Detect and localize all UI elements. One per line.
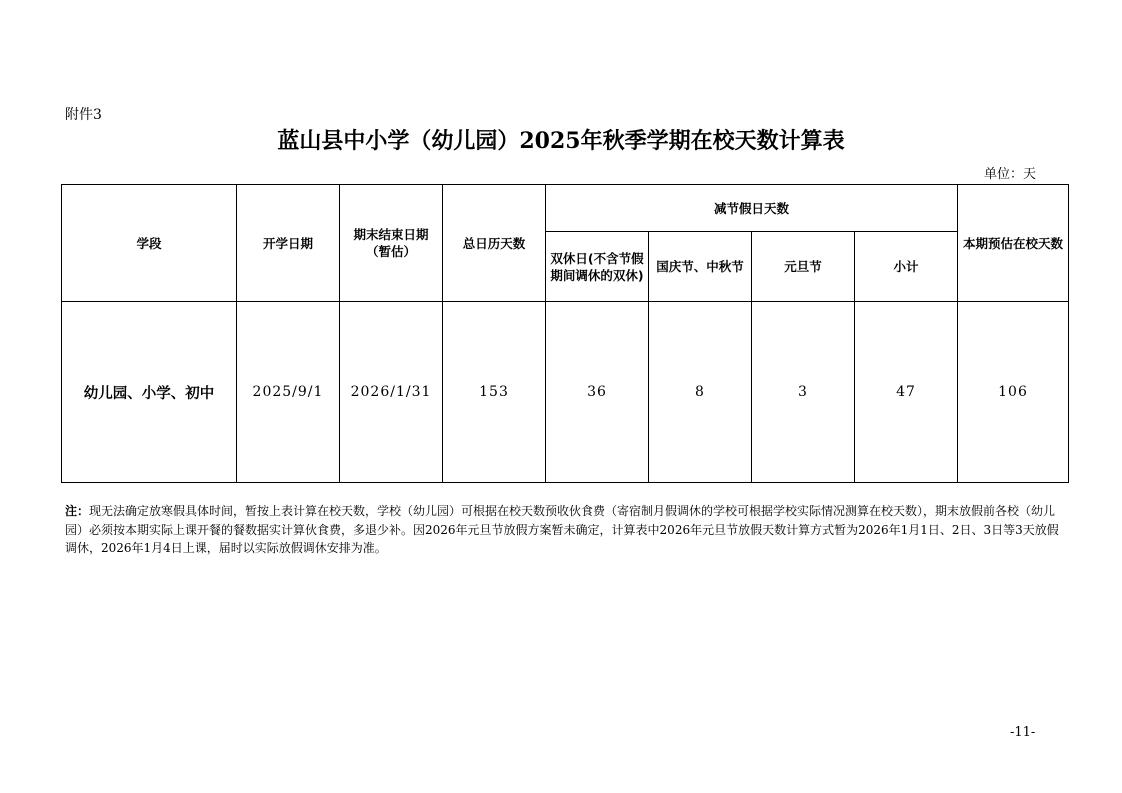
header-new-year: 元旦节 xyxy=(752,232,855,302)
cell-stage: 幼儿园、小学、初中 xyxy=(62,302,237,483)
unit-label: 单位：天 xyxy=(984,167,1037,182)
header-start-date: 开学日期 xyxy=(237,185,340,302)
header-subtotal: 小计 xyxy=(855,232,958,302)
table-row xyxy=(62,302,1069,483)
document-title: 蓝山县中小学（幼儿园）2025年秋季学期在校天数计算表 xyxy=(277,128,845,154)
header-weekend: 双休日(不含节假期间调休的双休) xyxy=(546,232,649,302)
header-estimated-days: 本期预估在校天数 xyxy=(958,185,1069,302)
header-end-date: 期末结束日期（暂估） xyxy=(340,185,443,302)
page-number: -11- xyxy=(1010,725,1036,740)
attachment-label: 附件3 xyxy=(65,107,102,123)
cell-total-days: 153 xyxy=(443,302,546,483)
header-national-day: 国庆节、中秋节 xyxy=(649,232,752,302)
header-total-days: 总日历天数 xyxy=(443,185,546,302)
cell-new-year: 3 xyxy=(752,302,855,483)
header-row-1 xyxy=(62,185,1069,232)
school-days-table xyxy=(61,184,1069,483)
cell-end-date: 2026/1/31 xyxy=(340,302,443,483)
cell-national-day: 8 xyxy=(649,302,752,483)
header-holiday-deduction: 减节假日天数 xyxy=(546,185,958,232)
footnote-label: 注： xyxy=(65,504,90,518)
header-stage: 学段 xyxy=(62,185,237,302)
cell-weekend: 36 xyxy=(546,302,649,483)
footnote-text: 现无法确定放寒假具体时间，暂按上表计算在校天数，学校（幼儿园）可根据在校天数预收伙食费（寄宿制月假调休的学校可根据学校实际情况测算在校天数），期末放假前各校（幼儿园）必须按本期实际上课开餐的餐数据实计算伙食费，多退少补。因2026年元旦节放假方案暂未确定，计算表中2026年元旦节放假天数计算方式暂为2026年1月1日、2日、3日等3天放假调休，2026年1月4日上课，届时以实际放假调休安排为准。 xyxy=(65,504,1059,555)
cell-start-date: 2025/9/1 xyxy=(237,302,340,483)
cell-estimated-days: 106 xyxy=(958,302,1069,483)
footnote xyxy=(65,502,1063,558)
cell-subtotal: 47 xyxy=(855,302,958,483)
